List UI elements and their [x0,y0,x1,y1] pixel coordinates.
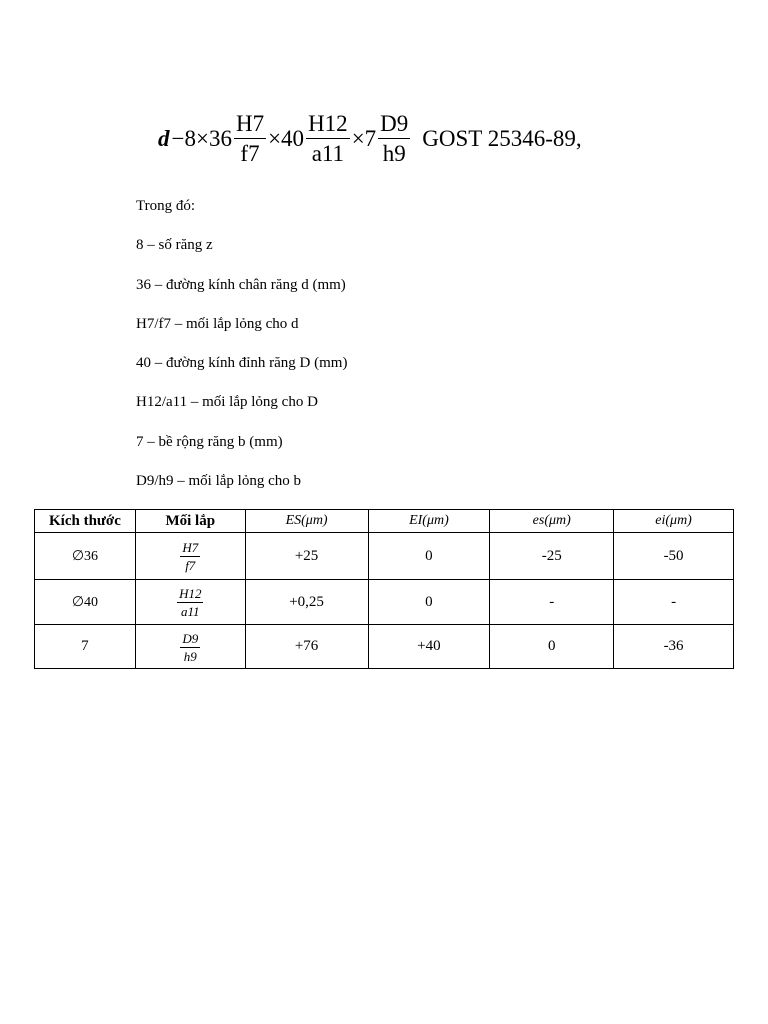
header-ei: ei(μm) [614,510,734,533]
fit-denominator: f7 [185,558,196,573]
fit-denominator: h9 [183,648,197,664]
explanation-line: H7/f7 – mối lắp lỏng cho d [136,315,299,332]
cell-ei: - [614,580,734,625]
cell-ES: +76 [245,625,368,669]
cell-ei: -36 [614,625,734,669]
header-fit: Mối lắp [135,510,245,533]
table-row [35,625,734,669]
cell-size: ∅36 [35,533,136,580]
formula-prefix: −8×36 [171,126,232,151]
formula-fit-3 [378,112,410,165]
fit-numerator: D9 [182,630,199,646]
cell-ES: +25 [245,533,368,580]
formula-mid-1: ×40 [268,126,305,151]
fit-1-denominator: f7 [240,141,260,166]
cell-size: 7 [35,625,136,669]
spline-designation-formula [158,112,582,165]
formula-mid-2: ×7 [351,126,377,151]
cell-ei: -50 [614,533,734,580]
fit-fraction [180,632,200,663]
explanation-line: 40 – đường kính đỉnh răng D (mm) [136,355,348,372]
cell-es: 0 [490,625,614,669]
header-size: Kích thước [35,510,136,533]
table-row [35,533,734,580]
explanation-line: 8 – số răng z [136,237,213,254]
header-es: es(μm) [490,510,614,533]
fit-fraction [177,587,203,618]
formula-symbol: d [158,126,170,151]
fit-3-denominator: h9 [382,141,406,166]
cell-fit [135,625,245,669]
fit-2-numerator: H12 [306,112,350,139]
explanation-line: 36 – đường kính chân răng d (mm) [136,276,346,293]
fit-numerator: H12 [179,586,202,601]
explanation-heading: Trong đó: [136,198,196,214]
fit-denominator: a11 [180,604,200,619]
cell-es: -25 [490,533,614,580]
fit-2-denominator: a11 [311,141,345,166]
cell-es: - [490,580,614,625]
explanation-line: D9/h9 – mối lắp lỏng cho b [136,473,301,490]
formula-fit-2 [306,112,350,165]
fit-3-numerator: D9 [378,112,410,139]
cell-fit [135,533,245,580]
header-ES: ES(μm) [245,510,368,533]
formula-fit-1 [234,112,266,165]
table-header-row [35,510,734,533]
fit-1-numerator: H7 [234,112,266,139]
fit-fraction [180,541,200,572]
tolerance-table [34,509,734,669]
cell-fit [135,580,245,625]
header-EI: EI(μm) [368,510,490,533]
fit-numerator: H7 [182,540,199,555]
table-row [35,580,734,625]
cell-EI: +40 [368,625,490,669]
cell-size: ∅40 [35,580,136,625]
explanation-line: H12/a11 – mối lắp lỏng cho D [136,394,318,411]
cell-ES: +0,25 [245,580,368,625]
explanation-line: 7 – bề rộng răng b (mm) [136,433,283,450]
explanation-list [136,196,347,510]
cell-EI: 0 [368,533,490,580]
cell-EI: 0 [368,580,490,625]
formula-standard: GOST 25346-89, [422,126,582,151]
